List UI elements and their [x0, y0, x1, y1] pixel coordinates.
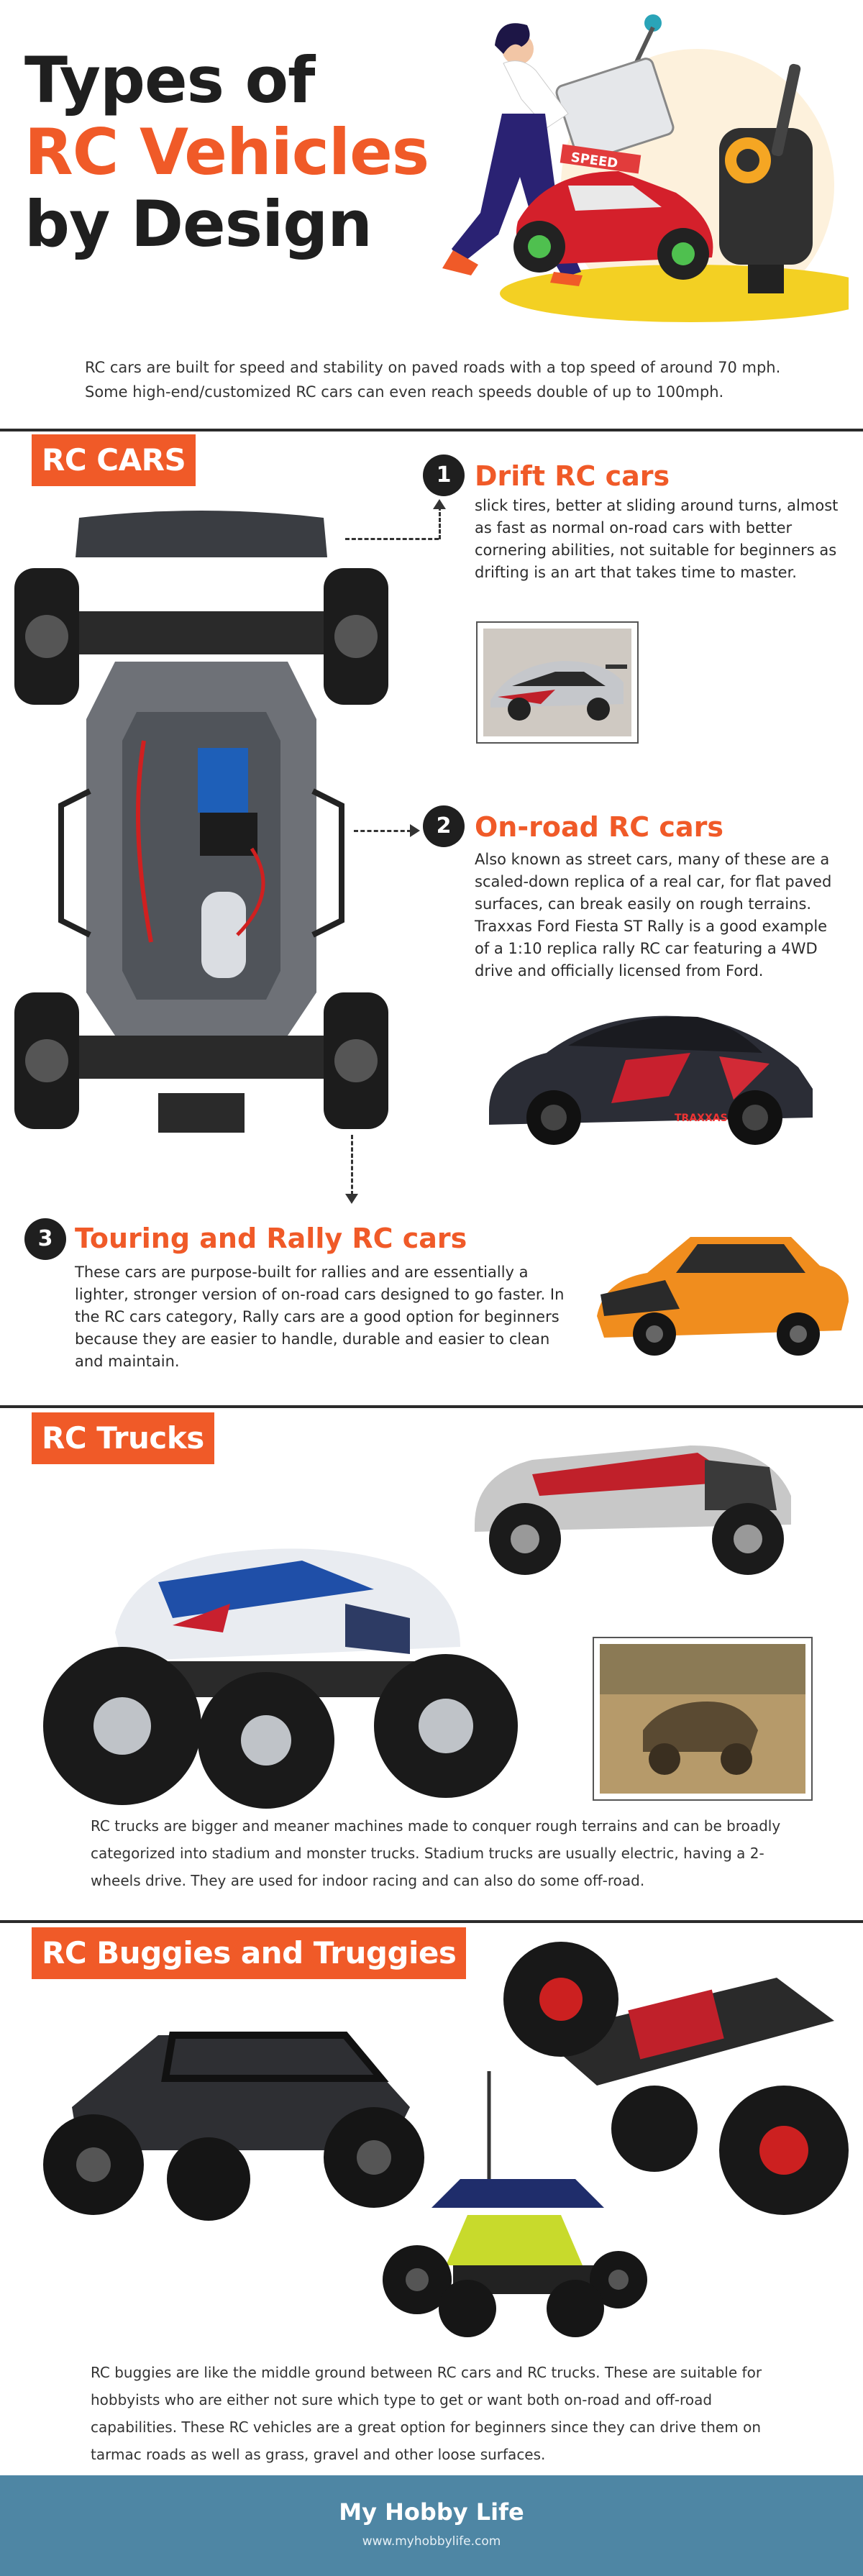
item-1-number: 1 — [423, 455, 465, 496]
divider-1 — [0, 429, 863, 431]
rally-fiesta-photo — [482, 995, 827, 1146]
connector-3-vertical — [351, 1135, 353, 1195]
chassis-top-view-image — [14, 503, 388, 1151]
speed-badge-text: SPEED — [570, 150, 619, 172]
connector-2-arrowhead — [410, 824, 420, 837]
connector-3-arrowhead — [345, 1194, 358, 1204]
section-tag-rc-trucks: RC Trucks — [32, 1412, 214, 1464]
item-3-title: Touring and Rally RC cars — [75, 1223, 467, 1254]
item-2-title: On-road RC cars — [475, 811, 723, 843]
hero-illustration — [410, 6, 849, 322]
page-title-line-2: RC Vehicles — [24, 115, 429, 189]
connector-1-horizontal — [345, 538, 439, 540]
divider-3 — [0, 1920, 863, 1923]
racing-buggy-photo — [381, 2071, 647, 2344]
monster-truck-photo — [29, 1525, 561, 1812]
item-2-body: Also known as street cars, many of these are a scaled-down replica of a real car, for flat paved surfaces, can break easily on rough terrains. Traxxas Ford Fiesta ST Rally is a good example of a 1:10 replica rally RC car featuring a 4WD drive and officially licensed from Ford. — [475, 851, 832, 979]
intro-text: RC cars are built for speed and stability on paved roads with a top speed of around 70 mph. Some high-end/customized RC cars can even reach speeds double of up to 100mph. — [85, 359, 781, 401]
drift-car-photo — [476, 621, 639, 744]
section-tag-rc-cars: RC CARS — [32, 434, 196, 486]
footer-url-link[interactable]: www.myhobbylife.com — [362, 2534, 501, 2549]
item-3-number: 3 — [24, 1218, 66, 1260]
connector-1-vertical — [439, 506, 441, 539]
divider-2 — [0, 1405, 863, 1408]
page-title-line-3: by Design — [24, 187, 372, 261]
item-2-number: 2 — [423, 805, 465, 847]
rc-trucks-description: RC trucks are bigger and meaner machines made to conquer rough terrains and can be broadly categorized into stadium and monster trucks. Stadium trucks are usually electric, having a 2-wheels drive. They are used for indoor racing and can also do some off-road. — [91, 1817, 781, 1889]
footer-brand: My Hobby Life — [339, 2498, 524, 2526]
item-1-title: Drift RC cars — [475, 460, 670, 492]
section-tag-rc-buggies: RC Buggies and Truggies — [32, 1927, 466, 1979]
page-title-line-1: Types of — [24, 43, 315, 117]
item-3-body: These cars are purpose-built for rallies and are essentially a lighter, stronger version of on-road cars designed to go faster. In the RC cars category, Rally cars are a good option for beginners because they are easier to handle, durable and easier to clean and maintain. — [75, 1264, 565, 1370]
connector-2-horizontal — [354, 830, 411, 832]
rc-buggies-description: RC buggies are like the middle ground between RC cars and RC trucks. These are suitable for hobbyists who are either not sure which type to get or want both on-road and off-road capabilities. These RC vehicles are a great option for beginners since they can drive them on tarmac roads as well as grass, gravel and other loose surfaces. — [91, 2364, 762, 2463]
item-1-body: slick tires, better at sliding around turns, almost as fast as normal on-road cars with better cornering abilities, not suitable for beginners as drifting is an art that takes time to master. — [475, 497, 839, 581]
black-buggy-photo — [29, 2006, 432, 2222]
touring-car-photo — [590, 1215, 856, 1366]
mud-truck-photo — [593, 1637, 813, 1801]
footer — [0, 2475, 863, 2576]
connector-1-arrowhead — [433, 499, 446, 509]
traxxas-logo: TRAXXAS — [675, 1113, 728, 1124]
